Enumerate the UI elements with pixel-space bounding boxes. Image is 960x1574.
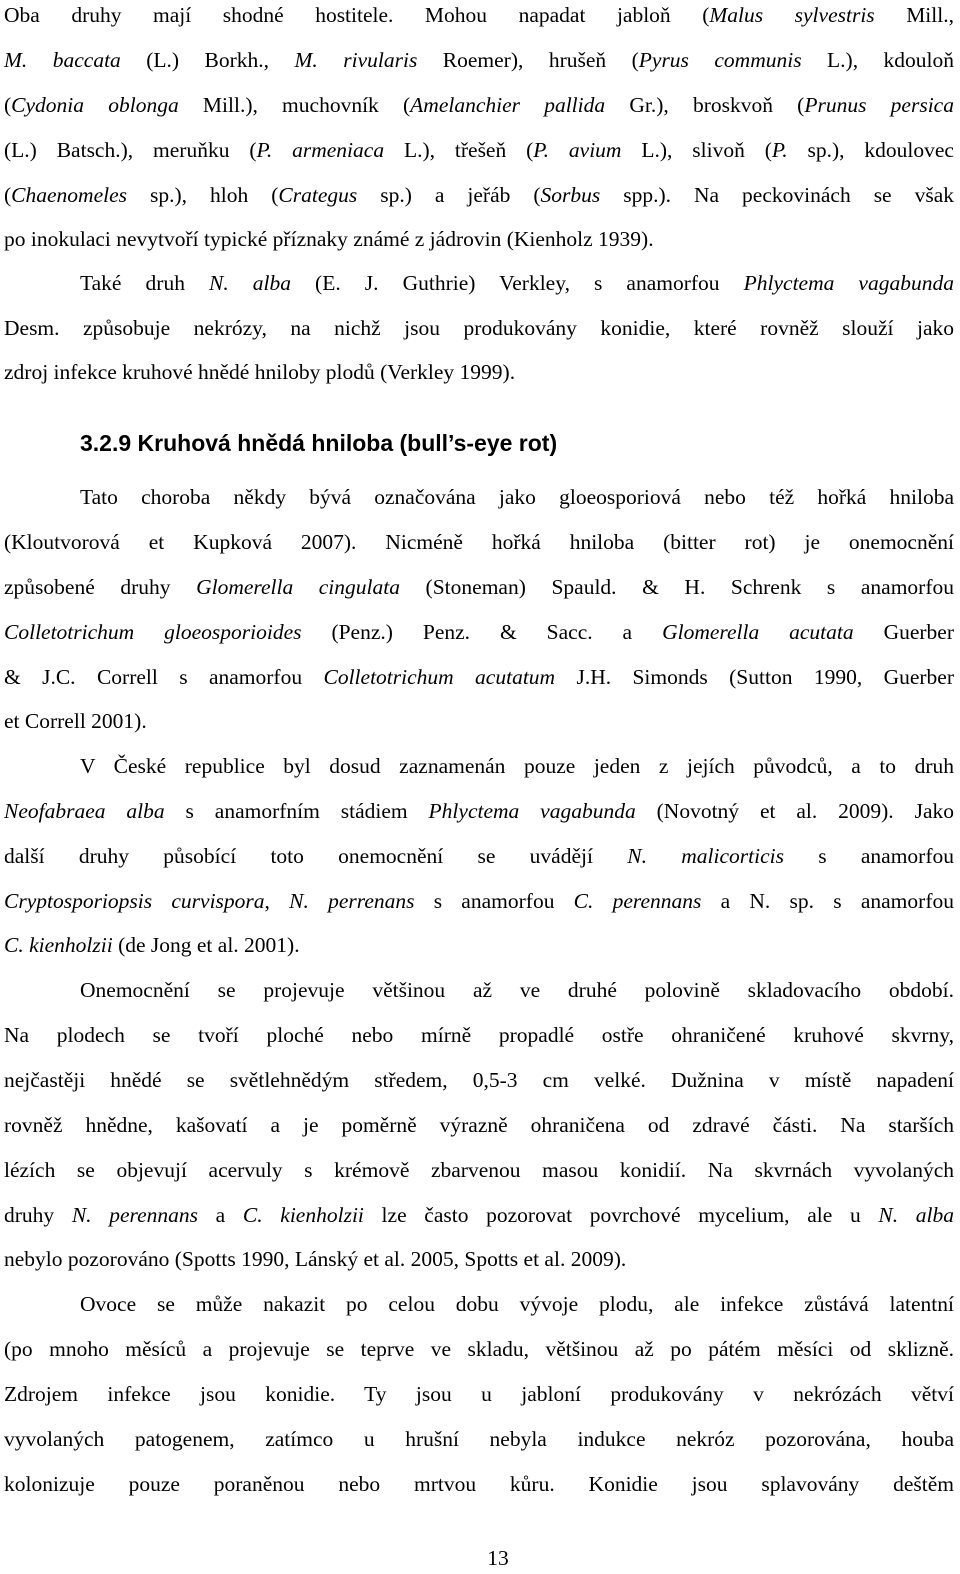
text-line: Tato choroba někdy bývá označována jako gloeosporiová nebo též hořká hniloba [80,485,954,509]
text-line: Desm. způsobuje nekrózy, na nichž jsou produkovány konidie, které rovněž slouží jako [4,316,954,340]
italic-taxon-name: Cydonia oblonga [11,93,179,117]
text-line: Oba druhy mají shodné hostitele. Mohou napadat jabloň (Malus sylvestris Mill., [4,3,954,27]
italic-taxon-name: N. alba [878,1203,954,1227]
text-line: Neofabraea alba s anamorfním stádiem Phlyctema vagabunda (Novotný et al. 2009). Jako [4,799,954,823]
italic-taxon-name: Chaenomeles [11,183,128,207]
italic-taxon-name: Prunus persica [804,93,954,117]
text-line: Cryptosporiopsis curvispora, N. perrenans s anamorfou C. perennans a N. sp. s anamorfou [4,889,954,913]
italic-taxon-name: Sorbus [540,183,601,207]
text-line: & J.C. Correll s anamorfou Colletotrichum acutatum J.H. Simonds (Sutton 1990, Guerber [4,665,955,689]
text-line: Colletotrichum gloeosporioides (Penz.) Penz. & Sacc. a Glomerella acutata Guerber [4,620,955,644]
text-line: Na plodech se tvoří ploché nebo mírně propadlé ostře ohraničené kruhové skvrny, [4,1023,954,1047]
text-line: způsobené druhy Glomerella cingulata (Stoneman) Spauld. & H. Schrenk s anamorfou [4,575,955,599]
italic-taxon-name: C. kienholzii [242,1203,364,1227]
italic-taxon-name: N. perrenans [289,889,415,913]
text-line: po inokulaci nevytvoří typické příznaky známé z jádrovin (Kienholz 1939). [4,227,654,251]
italic-taxon-name: Neofabraea alba [4,799,165,823]
text-line: vyvolaných patogenem, zatímco u hrušní nebyla indukce nekróz pozorována, houba [4,1427,954,1451]
italic-taxon-name: C. perennans [573,889,702,913]
italic-taxon-name: C. kienholzii [4,933,113,957]
text-line: et Correll 2001). [4,709,147,733]
text-line: kolonizuje pouze poraněnou nebo mrtvou kůru. Konidie jsou splavovány deštěm [4,1472,954,1496]
italic-taxon-name: M. baccata [4,48,121,72]
italic-taxon-name: P. [771,138,788,162]
italic-taxon-name: Colletotrichum gloeosporioides [4,620,302,644]
italic-taxon-name: P. avium [533,138,622,162]
italic-taxon-name: Phlyctema vagabunda [428,799,636,823]
text-line: rovněž hnědne, kašovatí a je poměrně výrazně ohraničena od zdravé části. Na starších [4,1113,954,1137]
section-heading: 3.2.9 Kruhová hnědá hniloba (bull’s-eye rot) [80,430,558,456]
italic-taxon-name: Malus sylvestris [709,3,875,27]
italic-taxon-name: Crategus [278,183,358,207]
italic-taxon-name: N. alba [209,271,291,295]
italic-taxon-name: Cryptosporiopsis curvispora [4,889,265,913]
text-line: (Cydonia oblonga Mill.), muchovník (Amelanchier pallida Gr.), broskvoň (Prunus persica [4,93,954,117]
italic-taxon-name: N. perennans [71,1203,199,1227]
text-line: nebylo pozorováno (Spotts 1990, Lánský et al. 2005, Spotts et al. 2009). [4,1247,627,1271]
text-line: nejčastěji hnědé se světlehnědým středem, 0,5-3 cm velké. Dužnina v místě napadení [4,1068,954,1092]
text-line: C. kienholzii (de Jong et al. 2001). [4,933,300,957]
italic-taxon-name: Glomerella cingulata [196,575,400,599]
text-line: zdroj infekce kruhové hnědé hniloby plodů (Verkley 1999). [4,360,516,384]
text-line: lézích se objevují acervuly s krémově zbarvenou masou konidií. Na skvrnách vyvolaných [4,1158,954,1182]
text-line: (Chaenomeles sp.), hloh (Crategus sp.) a jeřáb (Sorbus spp.). Na peckovinách se však [4,183,954,207]
page-number: 13 [487,1546,509,1570]
text-line: V České republice byl dosud zaznamenán pouze jeden z jejích původců, a to druh [80,754,954,778]
italic-taxon-name: Amelanchier pallida [410,93,606,117]
text-line: (L.) Batsch.), meruňku (P. armeniaca L.), třešeň (P. avium L.), slivoň (P. sp.), kdoulovec [4,138,954,162]
italic-taxon-name: P. armeniaca [256,138,385,162]
italic-taxon-name: Pyrus communis [638,48,802,72]
text-line: Onemocnění se projevuje většinou až ve druhé polovině skladovacího období. [80,978,954,1002]
italic-taxon-name: Glomerella acutata [662,620,854,644]
text-line: druhy N. perennans a C. kienholzii lze často pozorovat povrchové mycelium, ale u N. alba [4,1203,954,1227]
text-line: další druhy působící toto onemocnění se uvádějí N. malicorticis s anamorfou [4,844,954,868]
text-line: Ovoce se může nakazit po celou dobu vývoje plodu, ale infekce zůstává latentní [80,1292,954,1316]
text-line: (po mnoho měsíců a projevuje se teprve ve skladu, většinou až po pátém měsíci od sklizně. [4,1337,954,1361]
text-line: (Kloutvorová et Kupková 2007). Nicméně hořká hniloba (bitter rot) je onemocnění [4,530,954,554]
text-line: Zdrojem infekce jsou konidie. Ty jsou u jabloní produkovány v nekrózách větví [4,1382,954,1406]
text-line: M. baccata (L.) Borkh., M. rivularis Roemer), hrušeň (Pyrus communis L.), kdouloň [4,48,955,72]
text-line: Také druh N. alba (E. J. Guthrie) Verkley, s anamorfou Phlyctema vagabunda [80,271,954,295]
italic-taxon-name: Colletotrichum acutatum [323,665,556,689]
italic-taxon-name: Phlyctema vagabunda [743,271,954,295]
italic-taxon-name: M. rivularis [294,48,418,72]
italic-taxon-name: N. malicorticis [627,844,784,868]
